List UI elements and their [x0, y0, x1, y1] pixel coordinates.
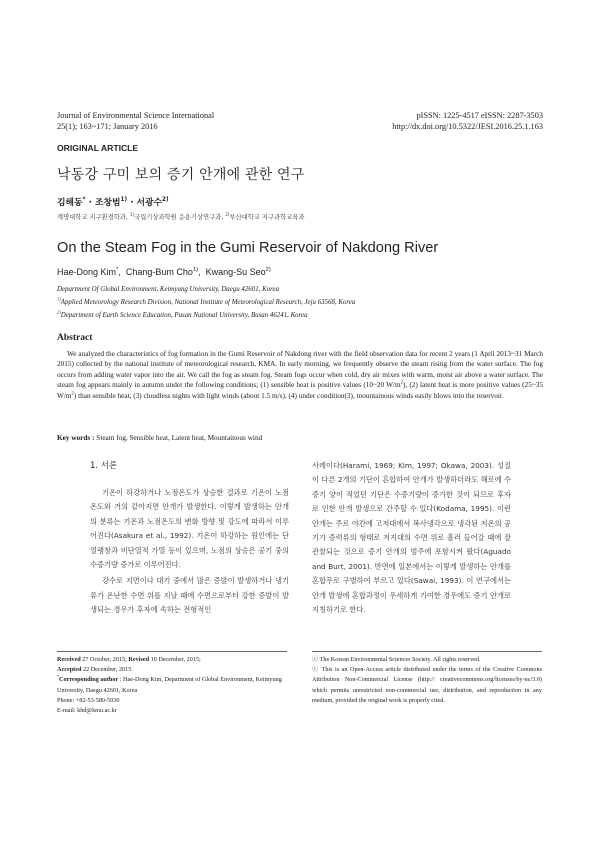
journal-volume: 25(1); 163~171; January 2016 [57, 122, 158, 131]
en-affil-3: Department of Earth Science Education, Pusan National University, Busan 46241, Korea [60, 312, 308, 319]
en-affil-2-line [57, 296, 547, 309]
received-label: Received [57, 656, 81, 663]
footnote-right [312, 655, 542, 706]
abstract-text-a: We analyzed the characteristics of fog formation in the Gumi Reservoir of Nakdong river with the field observation data for recent 2 years (1 April 2013~31 March 2015) collected by the national institute of meteorological research, KMA. In early morning, we frequently observe the steam rising from the water surface. The fog occurs from adding water vapor into the air. We call the fog as steam fog. Steam fogs occur when cold, dry air mixes with warm, moist air above a water surface. The steam fog appears mainly in autumn under the following conditions; (1) sensible heat is positive values (10~20 W/m [57, 350, 543, 390]
abstract-sup-2: 2 [71, 391, 74, 397]
license: ⓒ This is an Open-Access article distributed under the terms of the Creative Commons Attribution Non-Commercial License (http:// creativecommons.org/licenses/by-nc/3.0) which permits unrestricted non-commercial use, distribution, and reproduction in any medium, provided the original work is properly cited. [312, 666, 542, 704]
keywords-label: Key words : [57, 434, 95, 442]
ko-author-2-sup: 1) [120, 197, 128, 204]
dates-line-2 [57, 665, 287, 675]
english-affiliations [57, 283, 547, 322]
corr-sup: * [57, 674, 60, 680]
dates-line-1 [57, 655, 287, 665]
keywords-text: Steam fog, Sensible heat, Latent heat, Mountainous wind [94, 434, 263, 442]
ko-affil-2-sup: 1) [129, 211, 135, 217]
ko-author-2: 조창범 [94, 198, 121, 208]
journal-name: Journal of Environmental Science International [57, 111, 215, 120]
paragraph-2: 강수로 지면이나 대기 중에서 많은 증발이 발생하거나 냉기류가 온난한 수면 위를 지날 때에 수면으로부터 강한 증발이 발생되는 경우가 후자에 속하는 전형적인 [90, 576, 289, 615]
en-author-2: Chang-Bum Cho [125, 267, 193, 277]
revised-label: Revised [128, 656, 150, 663]
corr-label: Corresponding author [59, 676, 119, 684]
ko-affil-2: 국립기상과학원 응용기상연구과, [134, 214, 224, 221]
en-comma-2: , [198, 267, 201, 277]
en-author-1-sup: * [116, 267, 119, 273]
abstract-sup-1: 2 [400, 380, 404, 386]
en-affil-3-line [57, 309, 547, 322]
ko-author-3-sup: 2) [162, 197, 169, 204]
abstract-title: Abstract [57, 333, 93, 343]
en-affil-3-sup: 2) [57, 309, 61, 315]
accepted-date: 22 December, 2015 [81, 666, 132, 674]
body-left-column [90, 486, 289, 618]
phone: Phone: +82-53-580-5930 [57, 696, 120, 704]
en-author-3-sup: 2) [265, 267, 271, 273]
ko-affil-1: 계명대학교 지구환경학과, [57, 214, 128, 221]
english-title: On the Steam Fog in the Gumi Reservoir of Nakdong River [57, 240, 439, 256]
article-type: ORIGINAL ARTICLE [57, 143, 139, 153]
ko-author-1: 김해동 [57, 198, 83, 208]
footnote-left [57, 655, 287, 716]
paragraph-3: 사례이다(Harami, 1969; Kim, 1997; Okawa, 2003). 성질이 다른 2개의 기단이 혼합하여 안개가 발생하더라도 해로에 수증기 양이 적었던 기단은 수증기량이 증가한 것이 되므로 후자로 인한 안개 발생으로 간주할 수 있다(Kodama, 1995). 이런 안개는 주로 야간에 고저대에서 복사냉각으로 냉각된 저온의 공기가 증력류의 형태로 저지대의 수면 위로 흘러 들어갈 때에 잘 관찰되는 것으로 증기 안개의 범주에 포함시켜 왔다(Aguado and Burt, 2001). 반면에 일본에서는 이렇게 발생하는 안개를 혼합무로 구별하여 부르고 있다(Sawai, 1993). 이 연구에서는 안개 발생에 혼합과정이 우세하게 기여한 경우에도 증기 안개로 지칭하기로 한다. [312, 461, 511, 615]
body-right-column [312, 459, 511, 617]
footer-rule-left [57, 651, 287, 652]
copyright: ⓒ The Korean Environmental Sciences Society. All rights reserved. [312, 656, 481, 663]
korean-affiliations [57, 212, 305, 221]
en-author-3: Kwang-Su Seo [205, 267, 266, 277]
journal-header-right [392, 110, 543, 132]
revised-date: 10 December, 2015; [149, 656, 201, 663]
korean-title: 낙동강 구미 보의 증기 안개에 관한 연구 [57, 167, 305, 183]
abstract-body [57, 349, 543, 401]
paragraph-1: 기온이 하강하거나 노점온도가 상승한 결과로 기온이 노점온도와 거의 같아지면 안개가 발생한다. 이렇게 발생하는 안개의 분류는 기온과 노점온도의 변화 방향 및 강도에 따라서 이루어진다(Asakura et al., 1992). 기온이 하강하는 원인에는 단열팽창과 비단열적 가열 등이 있으며, 노점의 상승은 공기 중의 수증기량 증가로 이루어진다. [90, 488, 289, 570]
korean-authors [57, 195, 169, 208]
doi[interactable]: http://dx.doi.org/10.5322/JESI.2016.25.1.163 [392, 122, 543, 131]
ko-author-1-sup: * [82, 197, 86, 204]
en-affil-2-sup: 1) [57, 296, 61, 302]
ko-sep-1: · [85, 198, 95, 208]
accepted-label: Accepted [57, 666, 82, 674]
en-comma-1: , [118, 267, 121, 277]
keywords [57, 434, 262, 442]
ko-author-3: 서광수 [136, 198, 163, 208]
footer-rule-right [312, 651, 542, 652]
english-authors [57, 267, 271, 277]
en-affil-2: Applied Meteorology Research Division, National Institute of Meteorological Research, Jeju 63568, Korea [60, 299, 356, 306]
abstract-text-c: ) than sensible heat, (3) cloudless nights with light winds (about 1.5 m/s), (4) under condition(3), mountainous winds easily blows into the reservoir. [73, 391, 504, 400]
ko-sep-2: · [127, 198, 137, 208]
issn: pISSN: 1225-4517 eISSN: 2287-3503 [416, 111, 543, 120]
en-author-1: Hae-Dong Kim [57, 267, 117, 277]
ko-affil-3: 부산대학교 지구과학교육과 [229, 214, 305, 221]
en-affil-1: Department Of Global Environment, Keimyung University, Daegu 42601, Korea [57, 286, 280, 293]
corresponding-author [57, 675, 287, 695]
received-date: 27 October, 2015; [80, 656, 129, 663]
email[interactable]: E-mail: khd@kmu.ac.kr [57, 707, 117, 715]
section-heading: 1. 서론 [90, 461, 118, 471]
en-author-2-sup: 1) [192, 267, 199, 273]
ko-affil-3-sup: 2) [225, 211, 230, 217]
corr-text: : Hae-Dong Kim, Department of Global Environment, Keimyung University, Daegu 42601, Korea [57, 676, 282, 694]
abstract-text-b: ), (2) latent heat is more positive values (25~35 W/m [57, 381, 543, 400]
journal-header-left [57, 110, 214, 132]
